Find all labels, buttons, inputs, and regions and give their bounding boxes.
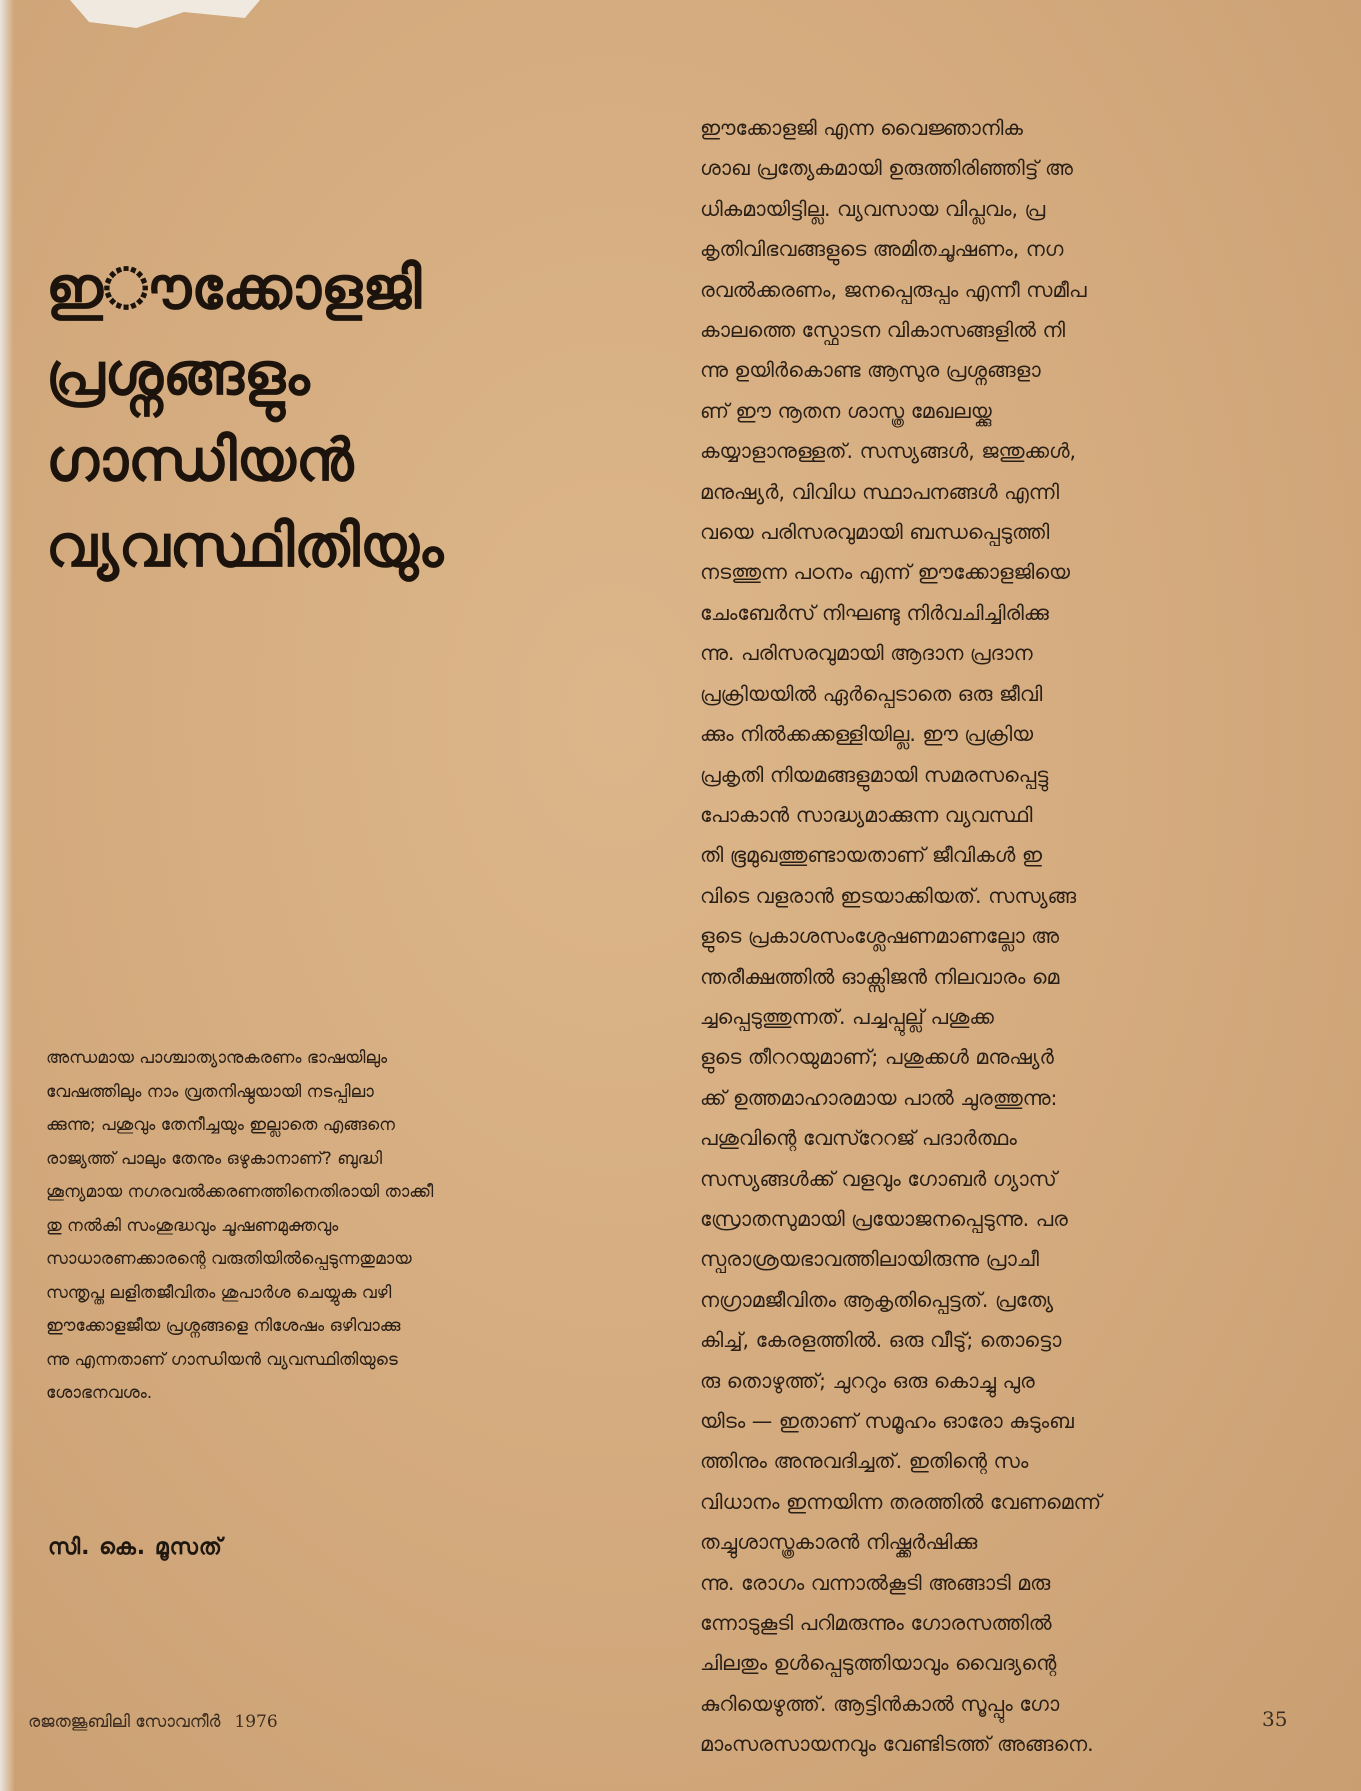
body-text-line: പശുവിന്റെ വേസ്റേറജ് പദാർത്ഥം	[700, 1126, 1017, 1151]
summary-text-line: ശൂന്യമായ നഗരവൽക്കരണത്തിനെതിരായി താക്കീ	[46, 1182, 434, 1202]
body-text-line: വിടെ വളരാൻ ഇടയാക്കിയത്. സസ്യങ്ങ	[700, 883, 1077, 908]
body-text-line: സ്രോതസുമായി പ്രയോജനപ്പെടുന്നു. പര	[700, 1206, 1068, 1231]
author-name: സി. കെ. മൂസത്	[48, 1535, 223, 1560]
page-number: 35	[1262, 1707, 1288, 1731]
body-text-line: ശാഖ പ്രത്യേകമായി ഉരുത്തിരിഞ്ഞിട്ട് അ	[700, 156, 1073, 181]
page-edge	[0, 0, 14, 1791]
body-text-line: ന്നു ഉയിർകൊണ്ട ആസുര പ്രശ്നങ്ങളാ	[700, 358, 1041, 383]
body-text-line: മനുഷ്യർ, വിവിധ സ്ഥാപനങ്ങൾ എന്നി	[700, 479, 1060, 504]
body-text-line: ന്നു. രോഗം വന്നാൽകൂടി അങ്ങാടി മരു	[700, 1570, 1051, 1595]
body-text-line: കിച്ച്, കേരളത്തിൽ. ഒരു വീടു്; തൊട്ടൊ	[700, 1328, 1062, 1353]
body-text-line: ചേംബേർസ് നിഘണ്ടു നിർവചിച്ചിരിക്കു	[700, 600, 1049, 625]
body-text-line: തച്ചുശാസ്ത്രകാരൻ നിഷ്ക്കർഷിക്കു	[700, 1530, 978, 1555]
body-text-line: സസ്യങ്ങൾക്ക് വളവും ഗോബർ ഗ്യാസ്	[700, 1166, 1057, 1191]
body-text-line: കാലത്തെ സ്ഫോടന വികാസങ്ങളിൽ നി	[700, 318, 1066, 343]
title-line: ഇൗക്കോളജി	[46, 254, 422, 322]
body-text-line: കുറിയെഴുത്ത്. ആട്ടിൻകാൽ സൂപ്പും ഗോ	[700, 1691, 1060, 1716]
body-text-line: ചിലതും ഉൾപ്പെടുത്തിയാവും വൈദ്യന്റെ	[700, 1651, 1057, 1676]
body-text-line: ന്തരീക്ഷത്തിൽ ഓക്സിജൻ നിലവാരം മെ	[700, 964, 1060, 989]
body-text-line: ച്ചപ്പെടുത്തുന്നത്. പച്ചപ്പുല്ല് പശുക്ക	[700, 1004, 994, 1029]
article-body-column	[700, 108, 1288, 1765]
body-text-line: രവൽക്കരണം, ജനപ്പെരുപ്പം എന്നീ സമീപ	[700, 277, 1087, 302]
body-text-line: ളുടെ തീററയുമാണ്; പശുക്കൾ മനുഷ്യർ	[700, 1045, 1054, 1070]
body-text-line: പ്രകൃതി നിയമങ്ങളുമായി സമരസപ്പെട്ടു	[700, 762, 1049, 787]
summary-text-line: ന്നു എന്നതാണ് ഗാന്ധിയൻ വ്യവസ്ഥിതിയുടെ	[46, 1349, 398, 1370]
body-text-line: ന്നോടുകൂടി പറിമരുന്നും ഗോരസത്തിൽ	[700, 1611, 1052, 1636]
body-text-line: യിടം — ഇതാണ് സമൂഹം ഓരോ കുടുംബ	[700, 1409, 1074, 1433]
summary-text-line: സാധാരണക്കാരന്റെ വരുതിയിൽപ്പെടുന്നതുമായ	[46, 1249, 412, 1269]
torn-corner	[70, 0, 260, 40]
summary-text-line: സന്തൃപ്ത ലളിതജീവിതം ശുപാർശ ചെയ്യുക വഴി	[46, 1282, 392, 1303]
body-text-line: വിധാനം ഇന്നയിന്ന തരത്തിൽ വേണമെന്ന്	[700, 1489, 1102, 1514]
body-text-line: ക്കും നിൽക്കക്കള്ളിയില്ല. ഈ പ്രക്രിയ	[700, 722, 1034, 747]
body-text-line: വയെ പരിസരവുമായി ബന്ധപ്പെടുത്തി	[700, 520, 1050, 545]
body-text-line: ധികമായിട്ടില്ല. വ്യവസായ വിപ്ലവം, പ്ര	[700, 196, 1046, 221]
body-text-line: രു തൊഴുത്ത്; ചുററും ഒരു കൊച്ചു പുര	[700, 1368, 1035, 1393]
body-text-line: മാംസരസായനവും വേണ്ടിടത്ത് അങ്ങനെ.	[700, 1732, 1094, 1757]
body-text-line: കയ്യാളാനുള്ളത്. സസ്യങ്ങൾ, ജന്തുക്കൾ,	[700, 439, 1077, 464]
publication-name: രജതജൂബിലി സോവനീർ	[28, 1712, 221, 1732]
body-text-line: കൃതിവിഭവങ്ങളുടെ അമിതചൂഷണം, നഗ	[700, 237, 1064, 262]
body-text-line: ക്ക് ഉത്തമാഹാരമായ പാൽ ചുരത്തുന്നു:	[700, 1085, 1058, 1110]
summary-text-line: തു നൽകി സംശുദ്ധവും ചൂഷണമുക്തവും	[46, 1215, 339, 1236]
body-text-line: പ്രക്രിയയിൽ ഏർപ്പെടാതെ ഒരു ജീവി	[700, 681, 1043, 706]
title-line: വ്യവസ്ഥിതിയും	[46, 512, 444, 580]
body-text-line: നഗ്രാമജീവിതം ആകൃതിപ്പെട്ടത്. പ്രത്യേ	[700, 1287, 1054, 1312]
summary-text-line: ശോഭനവശം.	[46, 1383, 153, 1403]
summary-text-line: അന്ധമായ പാശ്ചാത്യാനുകരണം ഭാഷയിലും	[46, 1048, 388, 1068]
body-text-line: സ്പരാശ്രയഭാവത്തിലായിരുന്നു പ്രാചീ	[700, 1247, 1039, 1272]
body-text-line: തി ഭൂമുഖത്തുണ്ടായതാണ് ജീവികൾ ഇ	[700, 843, 1043, 868]
publication-year: 1976	[234, 1712, 278, 1732]
summary-text-line: ഈക്കോളജീയ പ്രശ്നങ്ങളെ നിശേഷം ഒഴിവാക്കു	[46, 1316, 401, 1336]
footer-publication	[28, 1712, 278, 1732]
article-summary	[46, 1042, 641, 1411]
body-text-line: ഈക്കോളജി എന്ന വൈജ്ഞാനിക	[700, 116, 1023, 140]
article-title	[46, 245, 646, 589]
summary-text-line: വേഷത്തിലും നാം വ്രതനിഷ്ഠയായി നടപ്പിലാ	[46, 1081, 374, 1102]
body-text-line: ത്തിനും അനുവദിച്ചത്. ഇതിന്റെ സം	[700, 1449, 1029, 1474]
summary-text-line: ക്കുന്നു; പശുവും തേനീച്ചയും ഇല്ലാതെ എങ്ങനെ	[46, 1115, 395, 1135]
title-line: പ്രശ്നങ്ങളും	[46, 340, 310, 408]
body-text-line: ന്നു. പരിസരവുമായി ആദാന പ്രദാന	[700, 641, 1033, 666]
summary-text-line: രാജ്യത്ത് പാലും തേനും ഒഴുകാനാണ്? ബുദ്ധി	[46, 1148, 383, 1169]
body-text-line: നടത്തുന്ന പഠനം എന്ന് ഈക്കോളജിയെ	[700, 560, 1070, 585]
body-text-line: ണ് ഈ നൂതന ശാസ്ത്ര മേഖലയ്ക്കു	[700, 398, 992, 423]
body-text-line: പോകാൻ സാദ്ധ്യമാക്കുന്ന വ്യവസ്ഥി	[700, 802, 1033, 827]
body-text-line: ളുടെ പ്രകാശസംശ്ലേഷണമാണല്ലോ അ	[700, 924, 1060, 949]
title-line: ഗാന്ധിയൻ	[46, 426, 354, 494]
